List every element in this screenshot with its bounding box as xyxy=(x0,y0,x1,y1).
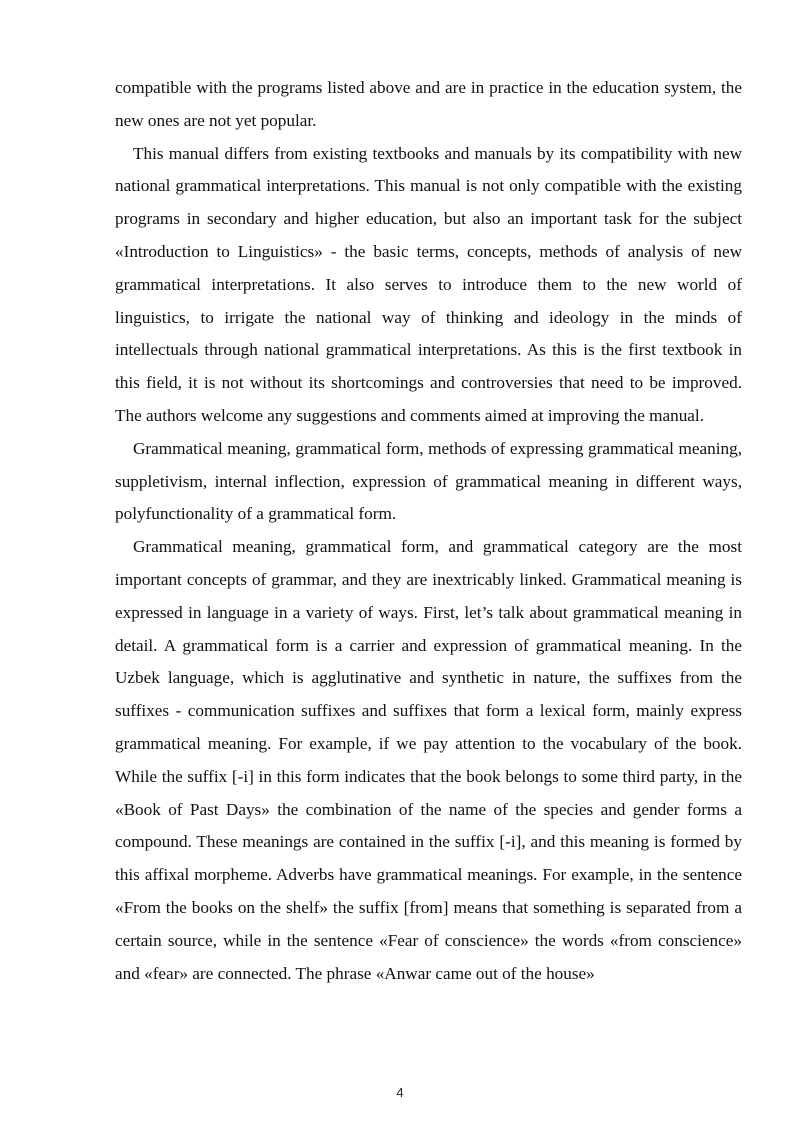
paragraph-grammatical-meaning: Grammatical meaning, grammatical form, and grammatical category are the most important concepts of grammar, and they are inextricably linked. Grammatical meaning is expressed in language in a variety of ways. First, let’s talk about grammatical meaning in detail. A grammatical form is a carrier and expression of grammatical meaning. In the Uzbek language, which is agglutinative and synthetic in nature, the suffixes from the suffixes - communication suffixes and suffixes that form a lexical form, mainly express grammatical meaning. For example, if we pay attention to the vocabulary of the book. While the suffix [-i] in this form indicates that the book belongs to some third party, in the «Book of Past Days» the combination of the name of the species and gender forms a compound. These meanings are contained in the suffix [-i], and this meaning is formed by this affixal morpheme. Adverbs have grammatical meanings. For example, in the sentence «From the books on the shelf» the suffix [from] means that something is separated from a certain source, while in the sentence «Fear of conscience» the words «from conscience» and «fear» are connected. The phrase «Anwar came out of the house» xyxy=(115,537,742,983)
paragraph-manual-description: This manual differs from existing textbooks and manuals by its compatibility with new national grammatical interpretations. This manual is not only compatible with the existing programs in secondary and higher education, but also an important task for the subject «Introduction to Linguistics» - the basic terms, concepts, methods of analysis of new grammatical interpretations. It also serves to introduce them to the new world of linguistics, to irrigate the national way of thinking and ideology in the minds of intellectuals through national grammatical interpretations. As this is the first textbook in this field, it is not without its shortcomings and controversies that need to be improved. The authors welcome any suggestions and comments aimed at improving the manual. xyxy=(115,143,742,425)
paragraph-continuation: compatible with the programs listed above and are in practice in the education system, the new ones are not yet popular. xyxy=(115,78,742,130)
page-body xyxy=(115,72,742,990)
page-number: 4 xyxy=(396,1085,404,1100)
paragraph-topic-keywords: Grammatical meaning, grammatical form, methods of expressing grammatical meaning, suppletivism, internal inflection, expression of grammatical meaning in different ways, polyfunctionality of a grammatical form. xyxy=(115,438,742,524)
